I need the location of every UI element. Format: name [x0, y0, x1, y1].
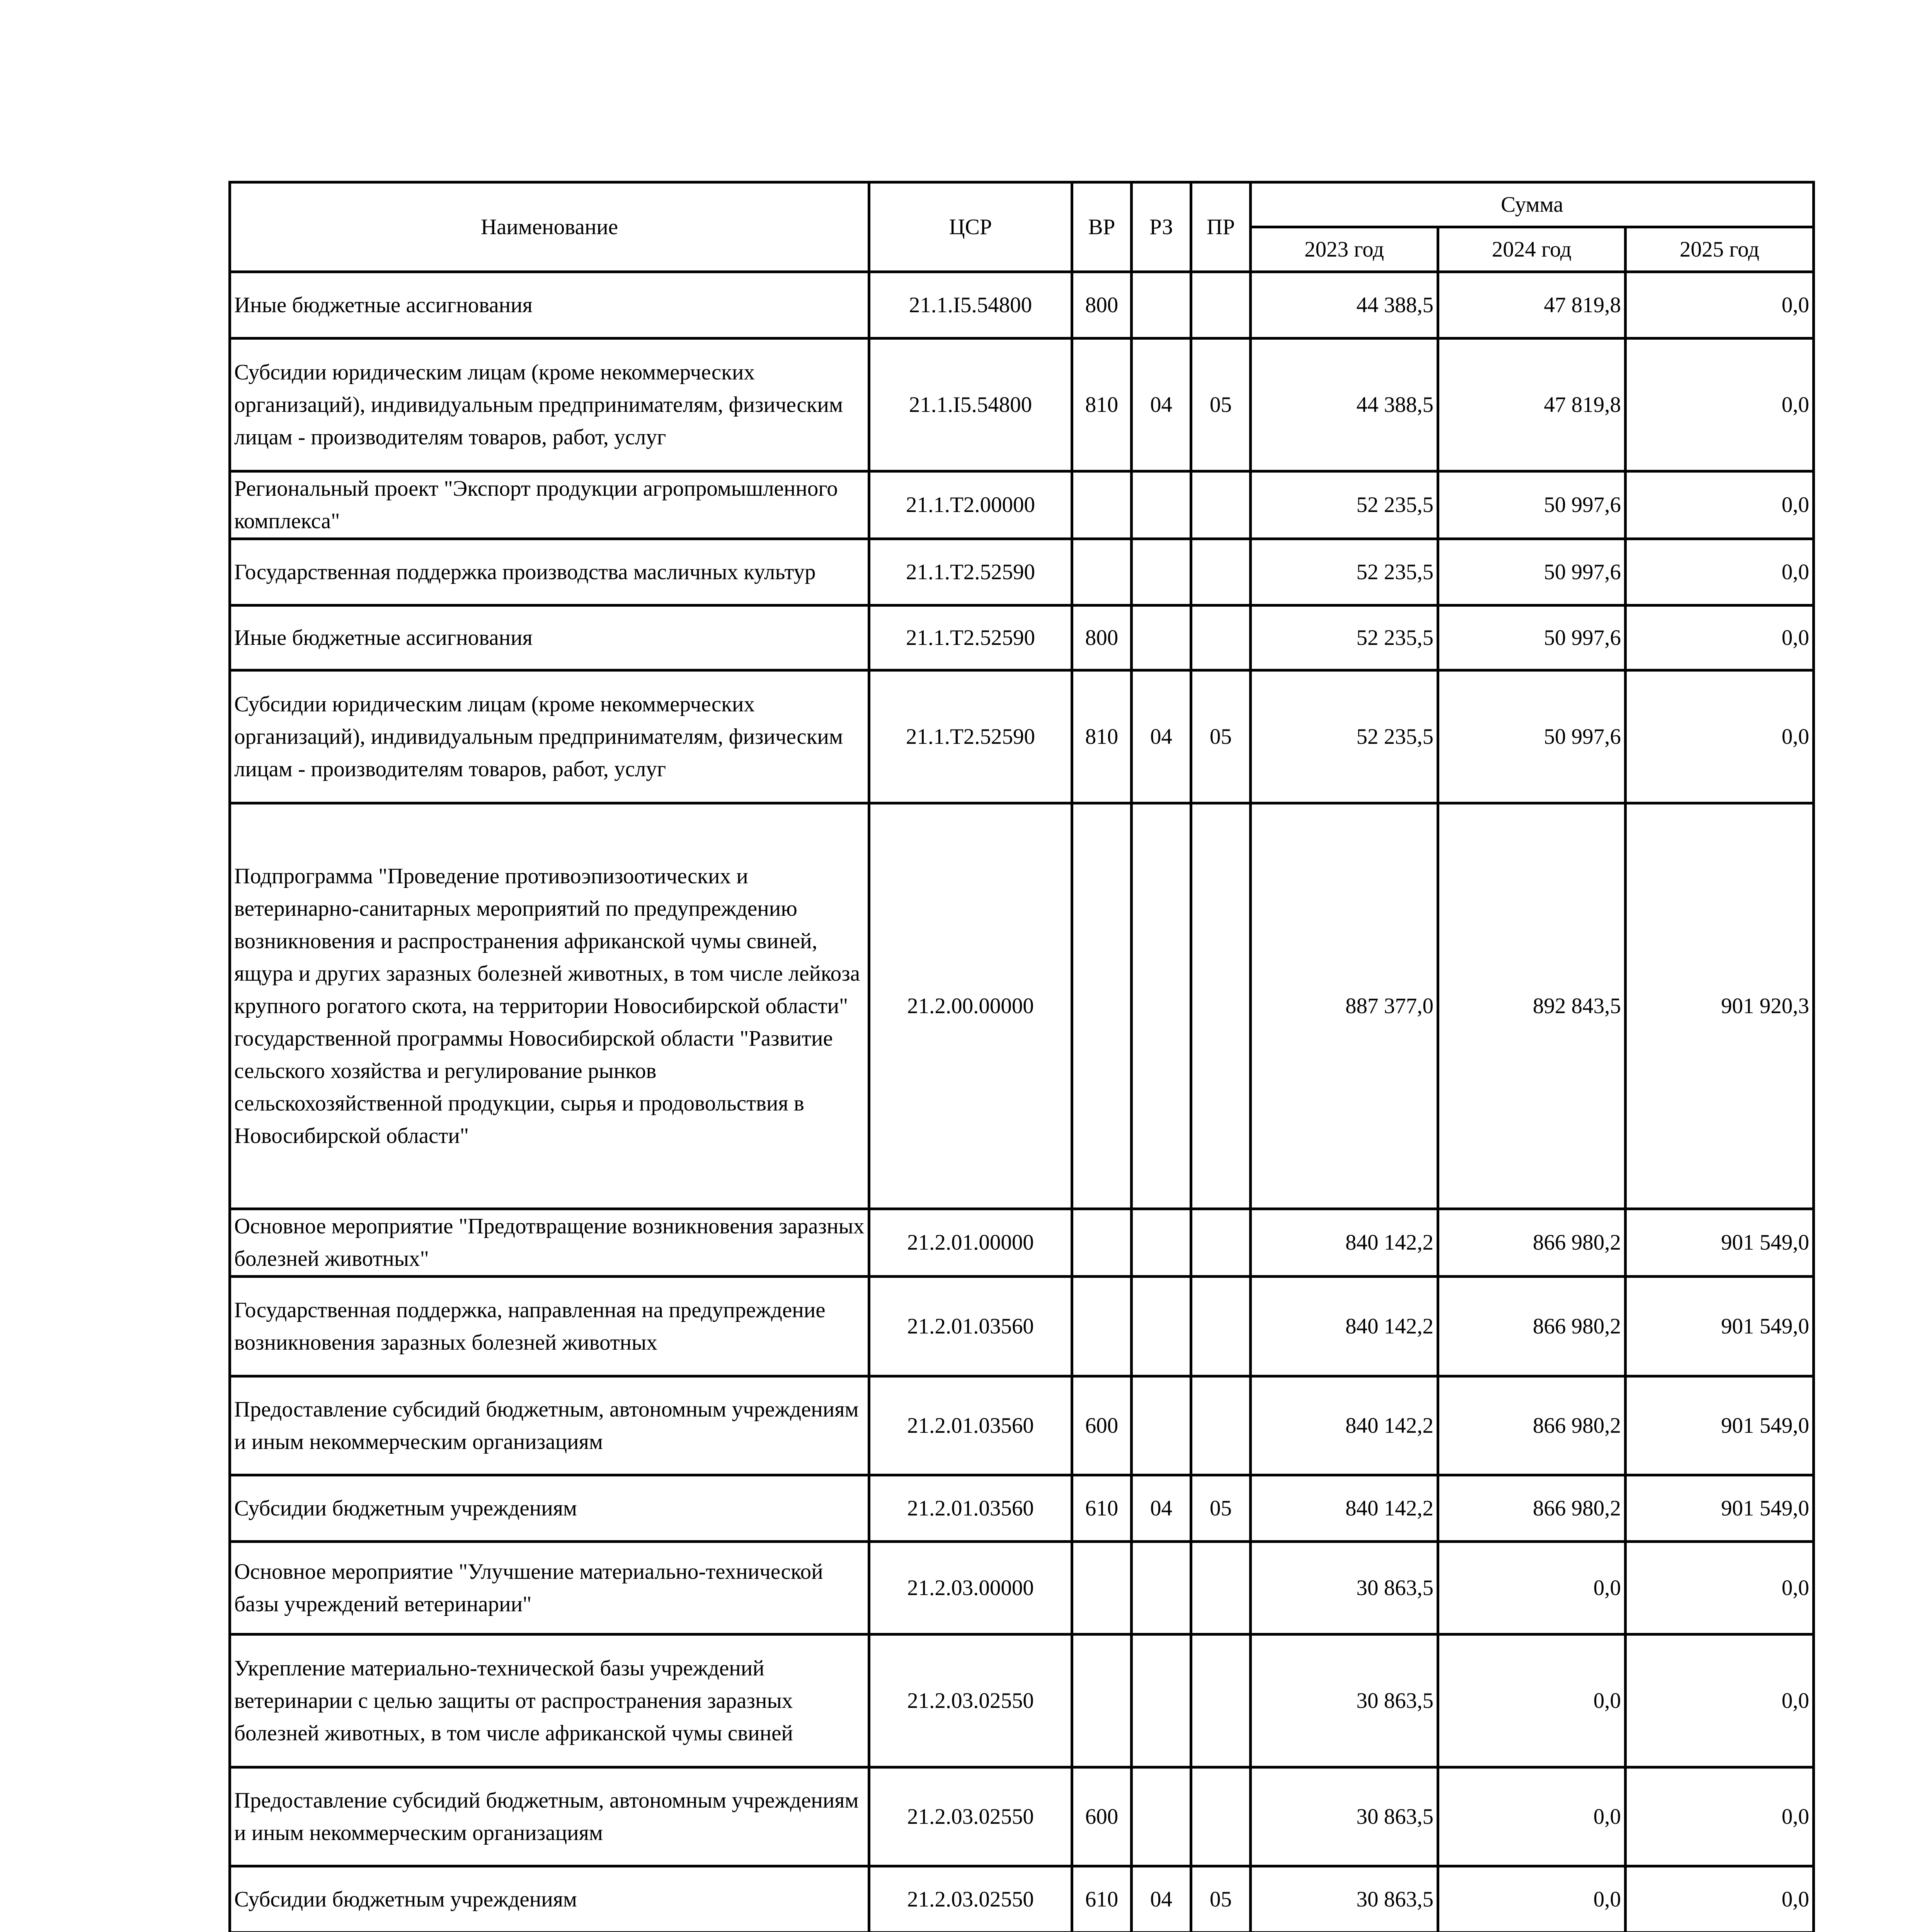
- row-vr: [1072, 803, 1132, 1209]
- row-rz: [1132, 272, 1191, 338]
- row-amount-2025: 0,0: [1626, 605, 1814, 670]
- row-amount-2024: 0,0: [1438, 1767, 1626, 1866]
- row-csr: 21.2.03.02550: [869, 1634, 1072, 1767]
- table-row: [230, 605, 1814, 670]
- row-name: Субсидии бюджетным учреждениям: [230, 1475, 869, 1542]
- row-name: Основное мероприятие "Улучшение материально-технической базы учреждений ветеринарии": [230, 1542, 869, 1634]
- row-amount-2025: 0,0: [1626, 1542, 1814, 1634]
- header-year-2024: 2024 год: [1438, 227, 1626, 272]
- header-sum: Сумма: [1251, 182, 1814, 227]
- row-amount-2023: 52 235,5: [1251, 605, 1438, 670]
- row-amount-2024: 866 980,2: [1438, 1277, 1626, 1376]
- table-row: [230, 471, 1814, 539]
- row-rz: [1132, 605, 1191, 670]
- row-rz: [1132, 1277, 1191, 1376]
- row-vr: 610: [1072, 1866, 1132, 1932]
- row-csr: 21.2.00.00000: [869, 803, 1072, 1209]
- table-row: [230, 272, 1814, 338]
- row-vr: 610: [1072, 1475, 1132, 1542]
- row-amount-2024: 50 997,6: [1438, 539, 1626, 605]
- row-csr: 21.2.01.03560: [869, 1376, 1072, 1475]
- row-csr: 21.1.I5.54800: [869, 272, 1072, 338]
- row-amount-2024: 50 997,6: [1438, 605, 1626, 670]
- row-csr: 21.2.03.00000: [869, 1542, 1072, 1634]
- table-row: [230, 803, 1814, 1209]
- row-amount-2025: 0,0: [1626, 1767, 1814, 1866]
- row-amount-2023: 52 235,5: [1251, 670, 1438, 803]
- row-vr: [1072, 539, 1132, 605]
- table-row: [230, 338, 1814, 471]
- row-vr: [1072, 471, 1132, 539]
- row-rz: 04: [1132, 1475, 1191, 1542]
- row-amount-2023: 30 863,5: [1251, 1866, 1438, 1932]
- row-rz: [1132, 1209, 1191, 1277]
- row-rz: 04: [1132, 338, 1191, 471]
- row-name: Субсидии бюджетным учреждениям: [230, 1866, 869, 1932]
- row-amount-2023: 840 142,2: [1251, 1277, 1438, 1376]
- row-name: Основное мероприятие "Предотвращение возникновения заразных болезней животных": [230, 1209, 869, 1277]
- row-vr: [1072, 1277, 1132, 1376]
- row-amount-2024: 0,0: [1438, 1634, 1626, 1767]
- row-amount-2023: 840 142,2: [1251, 1376, 1438, 1475]
- header-name: Наименование: [230, 182, 869, 272]
- row-csr: 21.1.T2.00000: [869, 471, 1072, 539]
- row-csr: 21.2.01.03560: [869, 1475, 1072, 1542]
- row-rz: 04: [1132, 1866, 1191, 1932]
- row-name: Государственная поддержка, направленная на предупреждение возникновения заразных болезней животных: [230, 1277, 869, 1376]
- row-amount-2024: 892 843,5: [1438, 803, 1626, 1209]
- row-csr: 21.2.03.02550: [869, 1866, 1072, 1932]
- row-pr: [1191, 272, 1251, 338]
- row-csr: 21.2.01.03560: [869, 1277, 1072, 1376]
- row-rz: 04: [1132, 670, 1191, 803]
- budget-table: [228, 181, 1815, 1932]
- row-pr: [1191, 471, 1251, 539]
- table-row: [230, 670, 1814, 803]
- row-vr: 600: [1072, 1376, 1132, 1475]
- row-name: Иные бюджетные ассигнования: [230, 272, 869, 338]
- row-amount-2025: 0,0: [1626, 338, 1814, 471]
- row-pr: 05: [1191, 670, 1251, 803]
- row-rz: [1132, 1542, 1191, 1634]
- table-row: [230, 1542, 1814, 1634]
- table-row: [230, 1277, 1814, 1376]
- row-amount-2024: 50 997,6: [1438, 471, 1626, 539]
- row-name: Укрепление материально-технической базы учреждений ветеринарии с целью защиты от распространения заразных болезней животных, в том числе африканской чумы свиней: [230, 1634, 869, 1767]
- header-year-2023: 2023 год: [1251, 227, 1438, 272]
- row-name: Иные бюджетные ассигнования: [230, 605, 869, 670]
- row-vr: 600: [1072, 1767, 1132, 1866]
- row-name: Региональный проект "Экспорт продукции агропромышленного комплекса": [230, 471, 869, 539]
- row-amount-2024: 866 980,2: [1438, 1376, 1626, 1475]
- row-pr: [1191, 1376, 1251, 1475]
- row-amount-2024: 0,0: [1438, 1542, 1626, 1634]
- row-amount-2025: 901 920,3: [1626, 803, 1814, 1209]
- row-amount-2025: 0,0: [1626, 539, 1814, 605]
- row-amount-2025: 901 549,0: [1626, 1376, 1814, 1475]
- row-amount-2025: 0,0: [1626, 1634, 1814, 1767]
- row-pr: 05: [1191, 1475, 1251, 1542]
- row-vr: 800: [1072, 605, 1132, 670]
- row-amount-2023: 52 235,5: [1251, 539, 1438, 605]
- table-row: [230, 1634, 1814, 1767]
- row-rz: [1132, 471, 1191, 539]
- row-amount-2025: 0,0: [1626, 272, 1814, 338]
- row-pr: [1191, 1277, 1251, 1376]
- row-name: Субсидии юридическим лицам (кроме некоммерческих организаций), индивидуальным предпринимателям, физическим лицам - производителям товаров, работ, услуг: [230, 670, 869, 803]
- table-row: [230, 1475, 1814, 1542]
- row-vr: 810: [1072, 670, 1132, 803]
- row-pr: [1191, 539, 1251, 605]
- row-amount-2025: 0,0: [1626, 670, 1814, 803]
- row-csr: 21.2.01.00000: [869, 1209, 1072, 1277]
- row-name: Предоставление субсидий бюджетным, автономным учреждениям и иным некоммерческим организациям: [230, 1376, 869, 1475]
- row-amount-2023: 30 863,5: [1251, 1634, 1438, 1767]
- row-pr: 05: [1191, 1866, 1251, 1932]
- row-name: Предоставление субсидий бюджетным, автономным учреждениям и иным некоммерческим организациям: [230, 1767, 869, 1866]
- row-pr: [1191, 1634, 1251, 1767]
- row-rz: [1132, 539, 1191, 605]
- row-amount-2025: 901 549,0: [1626, 1475, 1814, 1542]
- row-csr: 21.1.T2.52590: [869, 539, 1072, 605]
- row-vr: [1072, 1209, 1132, 1277]
- row-csr: 21.1.T2.52590: [869, 670, 1072, 803]
- row-vr: [1072, 1634, 1132, 1767]
- table-row: [230, 1376, 1814, 1475]
- row-amount-2023: 44 388,5: [1251, 338, 1438, 471]
- row-amount-2024: 50 997,6: [1438, 670, 1626, 803]
- row-amount-2025: 0,0: [1626, 1866, 1814, 1932]
- row-pr: [1191, 1209, 1251, 1277]
- row-rz: [1132, 1767, 1191, 1866]
- row-amount-2024: 47 819,8: [1438, 272, 1626, 338]
- row-rz: [1132, 1376, 1191, 1475]
- row-amount-2023: 44 388,5: [1251, 272, 1438, 338]
- row-amount-2025: 901 549,0: [1626, 1277, 1814, 1376]
- header-year-2025: 2025 год: [1626, 227, 1814, 272]
- row-name: Подпрограмма "Проведение противоэпизоотических и ветеринарно-санитарных мероприятий по предупреждению возникновения и распространения африканской чумы свиней, ящура и других заразных болезней животных, в том числе лейкоза крупного рогатого скота, на территории Новосибирской области" государственной программы Новосибирской области "Развитие сельского хозяйства и регулирование рынков сельскохозяйственной продукции, сырья и продовольствия в Новосибирской области": [230, 803, 869, 1209]
- header-csr: ЦСР: [869, 182, 1072, 272]
- row-csr: 21.1.T2.52590: [869, 605, 1072, 670]
- table-row: [230, 1767, 1814, 1866]
- row-pr: [1191, 605, 1251, 670]
- row-amount-2024: 47 819,8: [1438, 338, 1626, 471]
- row-pr: 05: [1191, 338, 1251, 471]
- row-amount-2023: 30 863,5: [1251, 1767, 1438, 1866]
- row-amount-2023: 840 142,2: [1251, 1209, 1438, 1277]
- row-rz: [1132, 1634, 1191, 1767]
- row-csr: 21.2.03.02550: [869, 1767, 1072, 1866]
- table-row: [230, 539, 1814, 605]
- header-vr: ВР: [1072, 182, 1132, 272]
- row-amount-2023: 30 863,5: [1251, 1542, 1438, 1634]
- row-amount-2024: 866 980,2: [1438, 1475, 1626, 1542]
- row-pr: [1191, 1767, 1251, 1866]
- row-amount-2023: 52 235,5: [1251, 471, 1438, 539]
- row-pr: [1191, 1542, 1251, 1634]
- table-row: [230, 1209, 1814, 1277]
- row-amount-2023: 887 377,0: [1251, 803, 1438, 1209]
- row-vr: 800: [1072, 272, 1132, 338]
- row-pr: [1191, 803, 1251, 1209]
- row-amount-2024: 866 980,2: [1438, 1209, 1626, 1277]
- row-name: Субсидии юридическим лицам (кроме некоммерческих организаций), индивидуальным предпринимателям, физическим лицам - производителям товаров, работ, услуг: [230, 338, 869, 471]
- row-vr: 810: [1072, 338, 1132, 471]
- row-amount-2023: 840 142,2: [1251, 1475, 1438, 1542]
- header-pr: ПР: [1191, 182, 1251, 272]
- row-amount-2025: 901 549,0: [1626, 1209, 1814, 1277]
- table-row: [230, 1866, 1814, 1932]
- row-rz: [1132, 803, 1191, 1209]
- row-csr: 21.1.I5.54800: [869, 338, 1072, 471]
- row-amount-2025: 0,0: [1626, 471, 1814, 539]
- row-vr: [1072, 1542, 1132, 1634]
- header-rz: РЗ: [1132, 182, 1191, 272]
- row-name: Государственная поддержка производства масличных культур: [230, 539, 869, 605]
- row-amount-2024: 0,0: [1438, 1866, 1626, 1932]
